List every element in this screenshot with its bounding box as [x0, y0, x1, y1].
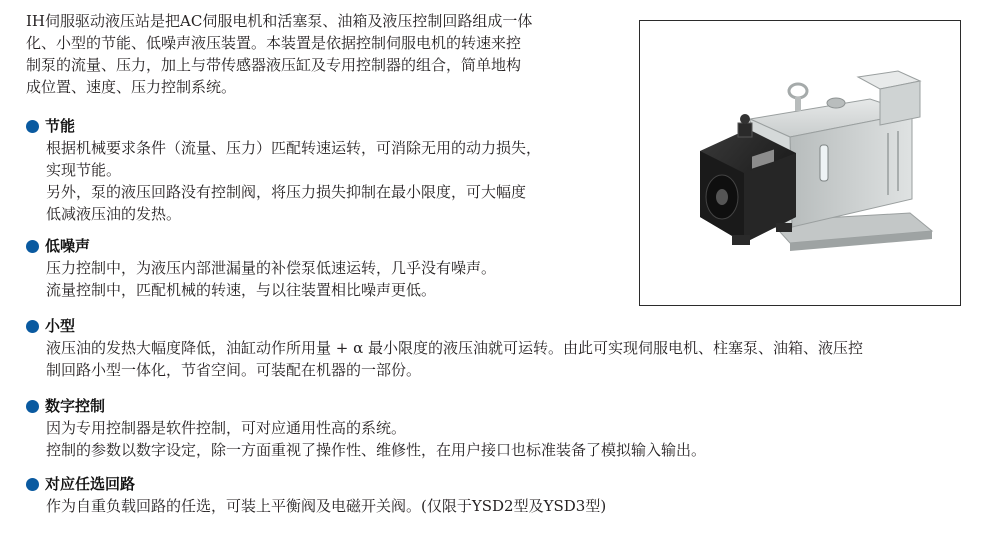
bullet-icon [26, 120, 39, 133]
body-line: 流量控制中，匹配机械的转速，与以往装置相比噪声更低。 [46, 281, 437, 299]
section-compact [26, 315, 976, 381]
body-line: 根据机械要求条件（流量、压力）匹配转速运转，可消除无用的动力损失， [46, 139, 542, 157]
intro-line: 化、小型的节能、低噪声液压装置。本装置是依据控制伺服电机的转速来控 [26, 34, 522, 52]
product-photo-frame [639, 20, 961, 306]
section-title: 低噪声 [45, 237, 91, 255]
section-title: 数字控制 [45, 397, 106, 415]
section-optional-circuit [26, 473, 976, 517]
intro-line: IH伺服驱动液压站是把AC伺服电机和活塞泵、油箱及液压控制回路组成一体 [26, 12, 533, 30]
section-title: 小型 [45, 317, 76, 335]
body-line: 另外，泵的液压回路没有控制阀，将压力损失抑制在最小限度，可大幅度 [46, 183, 527, 201]
section-body [46, 417, 976, 461]
bullet-icon [26, 240, 39, 253]
intro-paragraph [26, 10, 616, 98]
intro-line: 制泵的流量、压力，加上与带传感器液压缸及专用控制器的组合，简单地构 [26, 56, 522, 74]
body-line: 液压油的发热大幅度降低，油缸动作所用量 + α 最小限度的液压油就可运转。由此可实现伺服电机、柱塞泵、油箱、液压控 [46, 339, 864, 357]
section-heading [26, 315, 976, 337]
body-line: 低减液压油的发热。 [46, 205, 182, 223]
body-line: 实现节能。 [46, 161, 122, 179]
section-body [46, 137, 541, 225]
section-energy-saving [26, 115, 541, 225]
bullet-icon [26, 320, 39, 333]
body-line: 制回路小型一体化，节省空间。可装配在机器的一部份。 [46, 361, 422, 379]
section-title: 对应任选回路 [45, 475, 136, 493]
hydraulic-unit-image [640, 21, 960, 305]
intro-line: 成位置、速度、压力控制系统。 [26, 78, 237, 96]
body-line: 压力控制中，为液压内部泄漏量的补偿泵低速运转，几乎没有噪声。 [46, 259, 497, 277]
section-heading [26, 115, 541, 137]
bullet-icon [26, 400, 39, 413]
body-line: 控制的参数以数字设定，除一方面重视了操作性、维修性，在用户接口也标准装备了模拟输入输出。 [46, 441, 707, 459]
section-body [46, 495, 976, 517]
section-heading [26, 395, 976, 417]
section-digital-control [26, 395, 976, 461]
section-low-noise [26, 235, 496, 301]
body-line: 作为自重负载回路的任选，可装上平衡阀及电磁开关阀。(仅限于YSD2型及YSD3型) [46, 497, 607, 515]
body-line: 因为专用控制器是软件控制，可对应通用性高的系统。 [46, 419, 407, 437]
section-title: 节能 [45, 117, 76, 135]
section-body [46, 257, 496, 301]
section-body [46, 337, 976, 381]
section-heading [26, 235, 496, 257]
bullet-icon [26, 478, 39, 491]
section-heading [26, 473, 976, 495]
